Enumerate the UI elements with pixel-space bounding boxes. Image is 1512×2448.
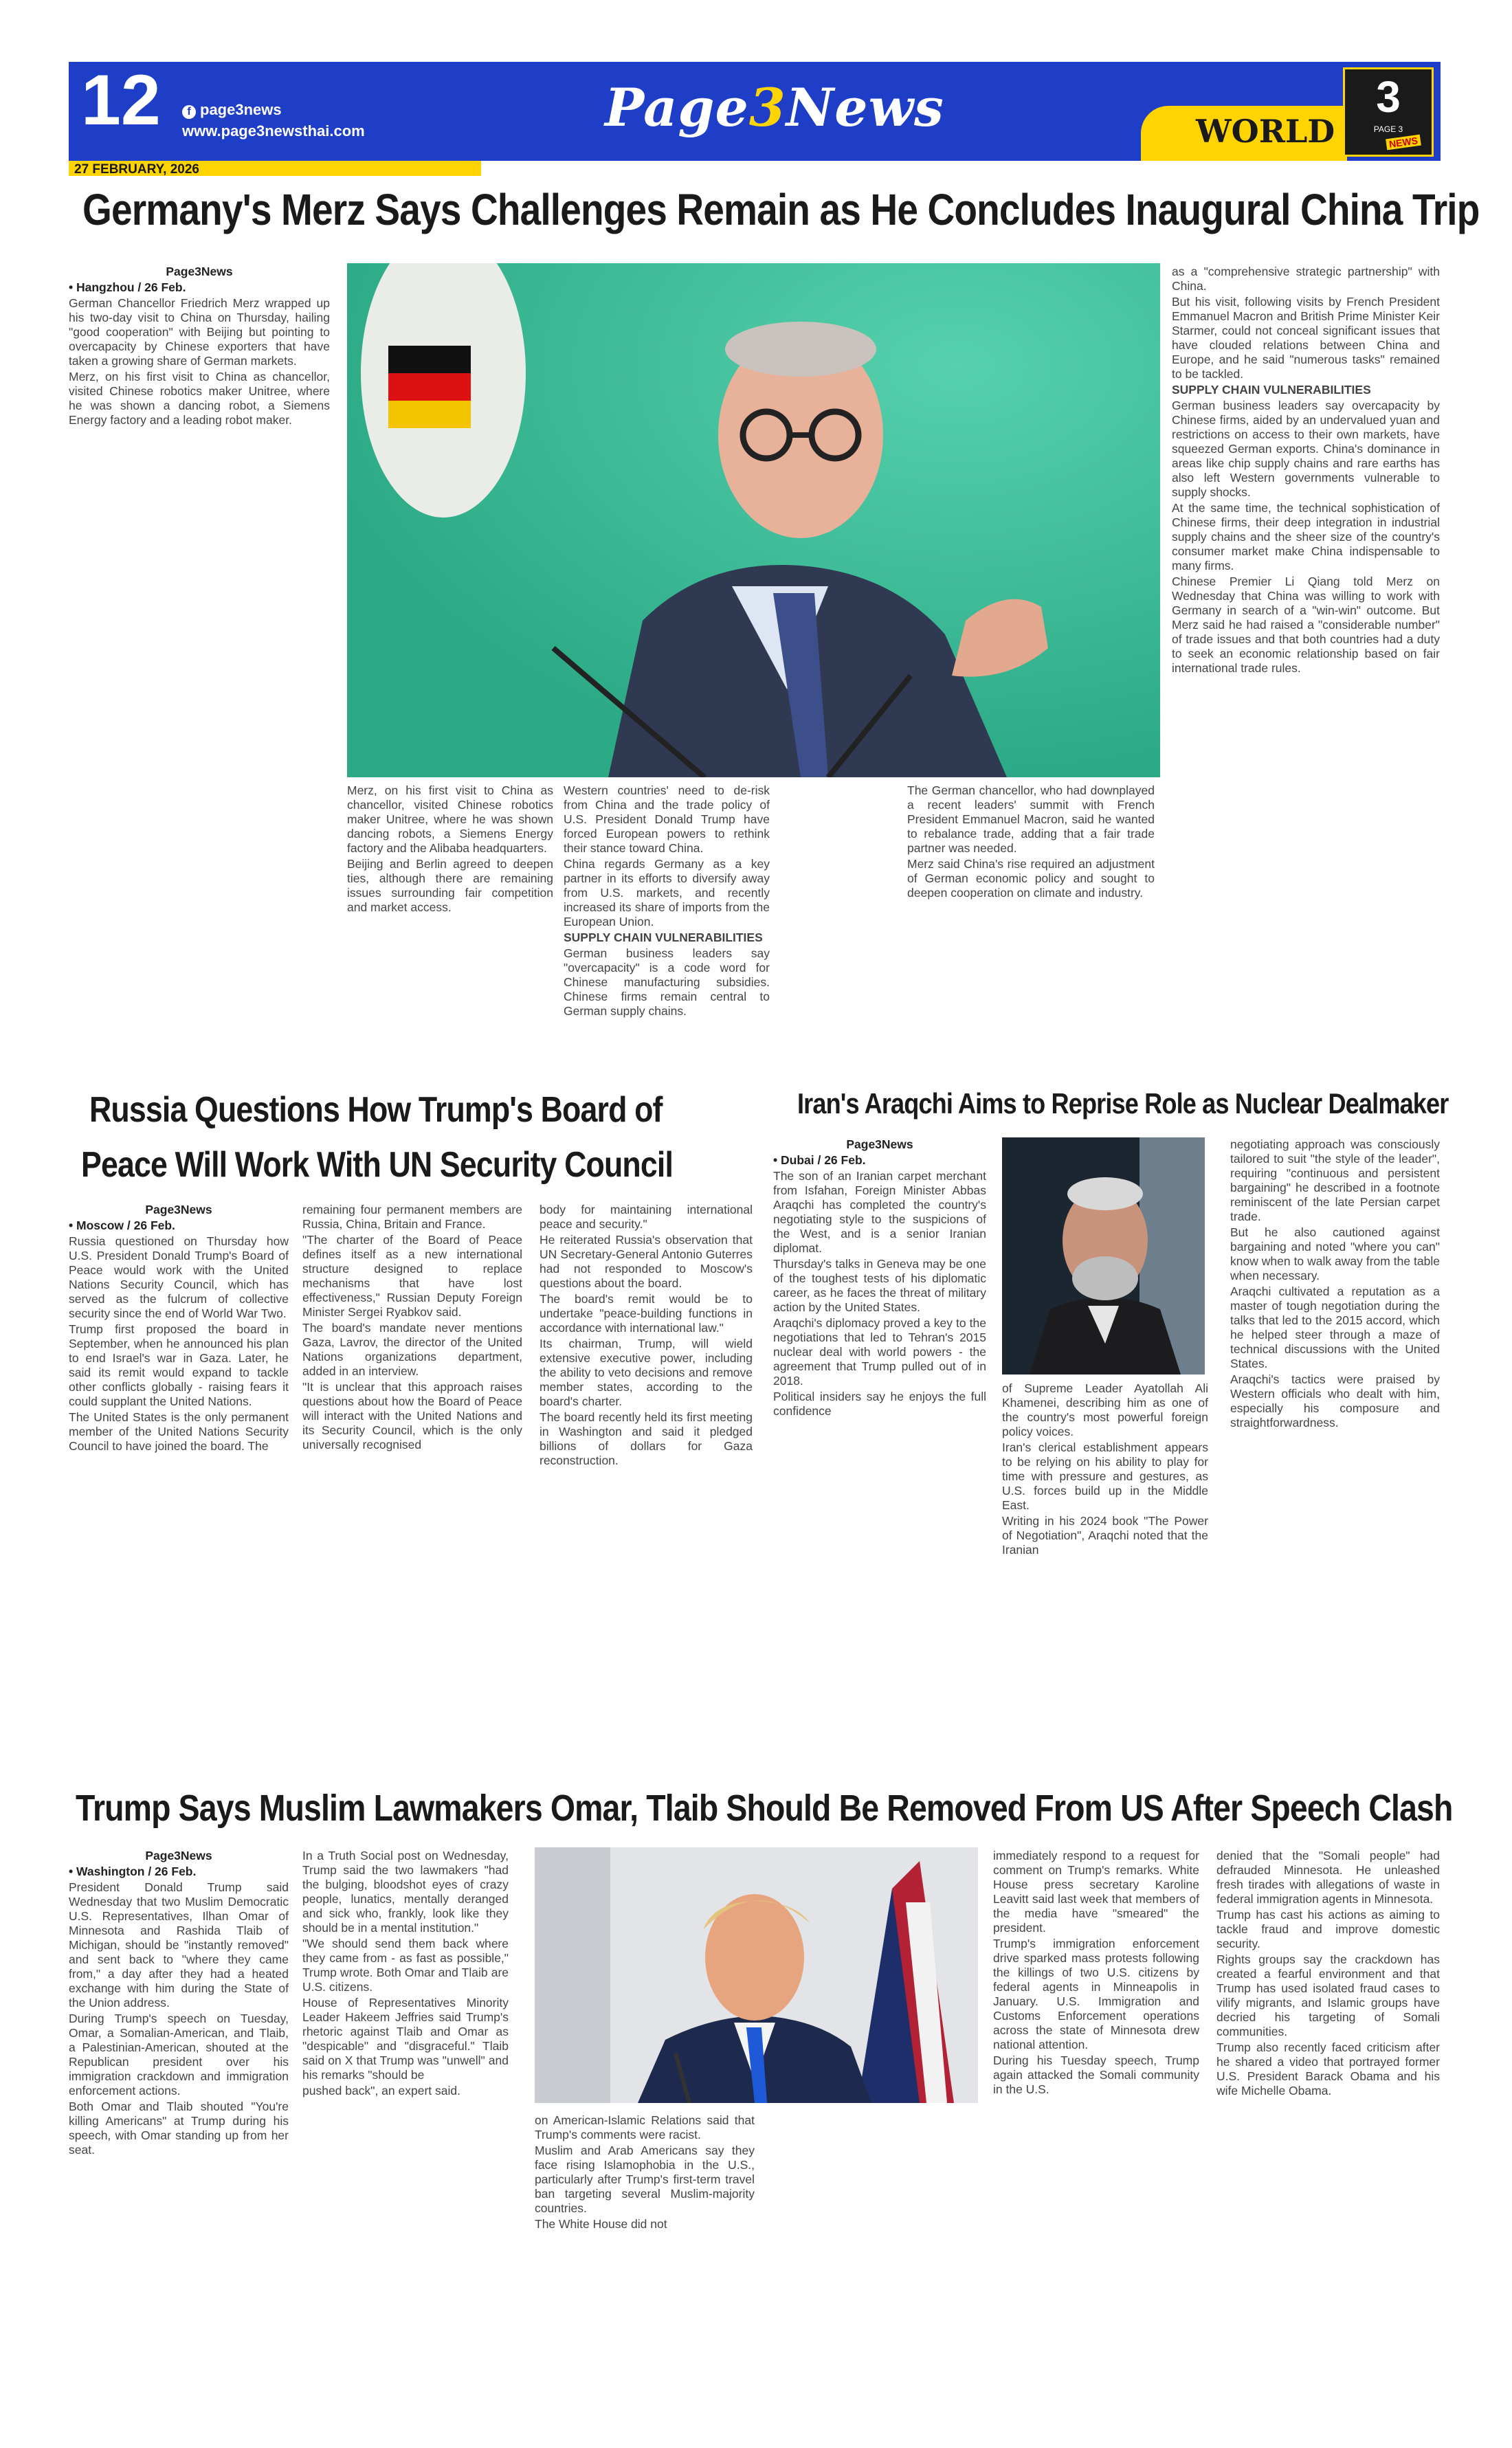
badge-sub: PAGE 3 bbox=[1373, 124, 1403, 134]
trump-photo bbox=[535, 1847, 978, 2103]
paragraph: The board's mandate never mentions Gaza, Lavrov, the director of the United Nations organizations department, added in an interview. bbox=[302, 1321, 522, 1378]
paragraph: negotiating approach was consciously tailored to suit "the style of the leader", requiring "continuous and persistent bargaining" he described in a footnote reminiscent of the late Persian carpet trade. bbox=[1230, 1137, 1440, 1223]
paragraph: The German chancellor, who had downplayed a recent leaders' summit with French President Emmanuel Macron, said he wanted to rebalance trade, adding that a fair trade partner was needed. bbox=[907, 783, 1155, 855]
paragraph: German business leaders say overcapacity by Chinese firms, aided by an undervalued yuan and restrictions on access to their own markets, have squeezed German exports. China's dominance in areas like chip supply chains and rare earths has also left Western governments vulnerable to supply shocks. bbox=[1172, 399, 1440, 499]
article4-col5 bbox=[1216, 1849, 1440, 2371]
subhead: SUPPLY CHAIN VULNERABILITIES bbox=[564, 931, 763, 944]
badge-news: NEWS bbox=[1386, 135, 1421, 151]
article2-headline-line2: Peace Will Work With UN Security Council bbox=[81, 1145, 674, 1185]
article1-byline: Page3News bbox=[166, 265, 233, 278]
paragraph: Trump also recently faced criticism after he shared a video that portrayed former U.S. President Barack Obama and his wife Michelle Obama. bbox=[1216, 2040, 1440, 2098]
paragraph: immediately respond to a request for comment on Trump's remarks. White House press secretary Karoline Leavitt said last week that members of the media have "smeared" the president. bbox=[993, 1849, 1199, 1935]
paragraph: President Donald Trump said Wednesday that two Muslim Democratic U.S. Representatives, Ilhan Omar of Minnesota and Rashida Tlaib of Michigan, should be "instantly removed" and sent back to "where they came from," a day after they had a heated exchange with him during the State of the Union address. bbox=[69, 1880, 289, 2010]
article4-col2 bbox=[302, 1849, 509, 2371]
article1-col5 bbox=[1172, 265, 1440, 1082]
paragraph: House of Representatives Minority Leader Hakeem Jeffries said Trump's rhetoric against Tlaib and Omar as "despicable" and "disgraceful." Tlaib said on X that Trump was "unwell" and his remarks "should be bbox=[302, 1996, 509, 2082]
article3-headline: Iran's Araqchi Aims to Reprise Role as Nuclear Dealmaker bbox=[797, 1087, 1449, 1120]
paragraph: Muslim and Arab Americans say they face rising Islamophobia in the U.S., particularly after Trump's first-term travel ban targeting several Muslim-majority countries. bbox=[535, 2144, 755, 2215]
paragraph: German Chancellor Friedrich Merz wrapped up his two-day visit to China on Thursday, hailing "good cooperation" with Beijing but pointing to overcapacity by Chinese exporters that have taken a growing share of German markets. bbox=[69, 296, 330, 368]
paragraph: on American-Islamic Relations said that Trump's comments were racist. bbox=[535, 2113, 755, 2141]
article2-dateline: • Moscow / 26 Feb. bbox=[69, 1219, 175, 1232]
paragraph: of Supreme Leader Ayatollah Ali Khamenei, describing him as one of the country's most powerful foreign policy voices. bbox=[1002, 1381, 1208, 1438]
paragraph: Trump's immigration enforcement drive sparked mass protests following the killings of two U.S. citizens by federal agents in Minneapolis in January. U.S. Immigration and Customs Enforcement operations across the state of Minnesota drew national attention. bbox=[993, 1937, 1199, 2051]
paragraph: The United States is the only permanent member of the United Nations Security Council to have joined the board. The bbox=[69, 1410, 289, 1453]
paragraph: Political insiders say he enjoys the full confidence bbox=[773, 1390, 986, 1418]
article3-dateline: • Dubai / 26 Feb. bbox=[773, 1153, 866, 1167]
paragraph: At the same time, the technical sophistication of Chinese firms, their deep integration in industrial supply chains and the sheer size of the country's consumer market make China indispensable to many firms. bbox=[1172, 501, 1440, 572]
subhead: SUPPLY CHAIN VULNERABILITIES bbox=[1172, 383, 1371, 397]
merz-photo-svg bbox=[347, 263, 1160, 777]
paragraph: China regards Germany as a key partner in its efforts to diversify away from U.S. markets, and recently increased its share of imports from the European Union. bbox=[564, 857, 770, 928]
facebook-handle[interactable]: page3news bbox=[200, 101, 282, 118]
badge-number: 3 bbox=[1376, 72, 1401, 122]
paragraph: "The charter of the Board of Peace defines itself as a new international structure designed to replace mechanisms that have lost effectiveness," Russian Deputy Foreign Minister Sergei Ryabkov said. bbox=[302, 1233, 522, 1319]
paragraph: Trump has cast his actions as aiming to tackle fraud and improve domestic security. bbox=[1216, 1908, 1440, 1950]
paragraph: Beijing and Berlin agreed to deepen ties, although there are remaining issues surrounding fair competition and market access. bbox=[347, 857, 553, 914]
article4-dateline: • Washington / 26 Feb. bbox=[69, 1865, 197, 1878]
trump-photo-svg bbox=[535, 1847, 978, 2103]
paragraph: The board's remit would be to undertake "peace-building functions in accordance with international law." bbox=[540, 1292, 753, 1335]
article2-col3 bbox=[540, 1203, 753, 1801]
paragraph: "We should send them back where they came from - as fast as possible," Trump wrote. Both Omar and Tlaib are U.S. citizens. bbox=[302, 1937, 509, 1994]
article1-col3 bbox=[564, 783, 770, 1079]
article2-col1 bbox=[69, 1203, 289, 1801]
social-info bbox=[182, 100, 365, 142]
paragraph: But his visit, following visits by French President Emmanuel Macron and British Prime Minister Keir Starmer, could not conceal significant issues that have clouded relations between China and Europe, and he said "numerous tasks" remained to be tackled. bbox=[1172, 295, 1440, 381]
facebook-icon: f bbox=[182, 105, 196, 119]
article4-headline: Trump Says Muslim Lawmakers Omar, Tlaib Should Be Removed From US After Speech Clash bbox=[76, 1788, 1453, 1829]
paragraph: "It is unclear that this approach raises questions about how the Board of Peace will interact with the United Nations and its Security Council, which is the only universally recognised bbox=[302, 1380, 522, 1451]
paragraph: In a Truth Social post on Wednesday, Trump said the two lawmakers "had the bulging, bloodshot eyes of crazy people, lunatics, mentally deranged and sick who, frankly, look like they should be in a mental institution." bbox=[302, 1849, 509, 1935]
paragraph: remaining four permanent members are Russia, China, Britain and France. bbox=[302, 1203, 522, 1231]
article1-headline: Germany's Merz Says Challenges Remain as He Concludes Inaugural China Trip bbox=[82, 185, 1480, 234]
paragraph: Araqchi cultivated a reputation as a master of tough negotiation during the talks that led to the 2015 accord, which he helped steer through a maze of technical discussions with the United States. bbox=[1230, 1284, 1440, 1370]
paragraph: But he also cautioned against bargaining and noted "where you can" know when to walk away from the table when necessary. bbox=[1230, 1225, 1440, 1282]
araqchi-photo bbox=[1002, 1137, 1205, 1375]
paragraph: Merz, on his first visit to China as chancellor, visited Chinese robotics maker Unitree, where he was shown a dancing robot, a Siemens Energy factory and a leading robot maker. bbox=[69, 370, 330, 427]
page-number: 12 bbox=[81, 60, 161, 140]
article2-headline-line1: Russia Questions How Trump's Board of bbox=[89, 1090, 663, 1130]
brand-logo: Page3News bbox=[605, 77, 944, 138]
article3-byline: Page3News bbox=[846, 1137, 913, 1151]
article1-col1 bbox=[69, 265, 330, 1082]
paragraph: Russia questioned on Thursday how U.S. President Donald Trump's Board of Peace would work with the United Nations Security Council, which has served as the fulcrum of collective security since the end of World War Two. bbox=[69, 1234, 289, 1320]
paragraph: Writing in his 2024 book "The Power of Negotiation", Araqchi noted that the Iranian bbox=[1002, 1514, 1208, 1557]
paragraph: Its chairman, Trump, will wield extensive executive power, including the ability to veto decisions and remove member states, according to the board's charter. bbox=[540, 1337, 753, 1408]
paragraph: Chinese Premier Li Qiang told Merz on Wednesday that China was willing to work with Germany in search of a "win-win" outcome. But Merz said he had raised a "considerable number" of trade issues and that both countries had a duty to seek an economic relationship based on fair international trade rules. bbox=[1172, 575, 1440, 675]
paragraph: Merz, on his first visit to China as chancellor, visited Chinese robotics maker Unitree, where he was shown dancing robots, a Siemens Energy factory and the Alibaba headquarters. bbox=[347, 783, 553, 855]
article4-col4-lower bbox=[770, 2113, 976, 2371]
article2-col2 bbox=[302, 1203, 522, 1801]
paragraph: Iran's clerical establishment appears to be relying on his ability to play for time with pressure and gestures, as U.S. forces build up in the Middle East. bbox=[1002, 1440, 1208, 1512]
paragraph: Trump first proposed the board in September, when he announced his plan to end Israel's war in Gaza. Later, he said its remit would expand to tackle other conflicts globally - raising fears it could supplant the United Nations. bbox=[69, 1322, 289, 1408]
paragraph: pushed back", an expert said. bbox=[302, 2084, 460, 2098]
article1-dateline: • Hangzhou / 26 Feb. bbox=[69, 280, 186, 294]
paragraph: as a "comprehensive strategic partnership" with China. bbox=[1172, 265, 1440, 293]
paragraph: The son of an Iranian carpet merchant from Isfahan, Foreign Minister Abbas Araqchi has completed the country's negotiating style to the suspicions of the West, and is a senior Iranian diplomat. bbox=[773, 1169, 986, 1255]
article2-byline: Page3News bbox=[145, 1203, 212, 1216]
paragraph: Thursday's talks in Geneva may be one of the toughest tests of his diplomatic career, as he faces the threat of military action by the United States. bbox=[773, 1257, 986, 1314]
issue-date: 27 FEBRUARY, 2026 bbox=[74, 162, 199, 177]
article4-col1 bbox=[69, 1849, 289, 2371]
paragraph: Merz said China's rise required an adjustment of German economic policy and sought to deepen cooperation on climate and industry. bbox=[907, 857, 1155, 900]
paragraph: Araqchi's tactics were praised by Western officials who dealt with him, especially his composure and straightforwardness. bbox=[1230, 1372, 1440, 1429]
article1-col4 bbox=[907, 783, 1155, 1079]
araqchi-photo-svg bbox=[1002, 1137, 1205, 1375]
paragraph: During Trump's speech on Tuesday, Omar, a Somalian-American, and Tlaib, a Palestinian-American, shouted at the Republican president over his immigration crackdown and immigration enforcement actions. bbox=[69, 2012, 289, 2098]
article3-col3 bbox=[1230, 1137, 1440, 1797]
masthead-bar bbox=[69, 62, 1441, 161]
paragraph: Western countries' need to de-risk from China and the trade policy of U.S. President Donald Trump have forced European powers to rethink their stance toward China. bbox=[564, 783, 770, 855]
website-link[interactable]: www.page3newsthai.com bbox=[182, 122, 365, 140]
section-label: WORLD bbox=[1196, 113, 1335, 150]
paragraph: During his Tuesday speech, Trump again attacked the Somali community in the U.S. bbox=[993, 2054, 1199, 2096]
article4-col3 bbox=[535, 2113, 755, 2371]
paragraph: Both Omar and Tlaib shouted "You're killing Americans" at Trump during his speech, with Omar standing up from her seat. bbox=[69, 2100, 289, 2157]
paragraph: body for maintaining international peace and security." bbox=[540, 1203, 753, 1231]
article3-col1 bbox=[773, 1137, 986, 1797]
paragraph: German business leaders say "overcapacity" is a code word for Chinese manufacturing subsidies. Chinese firms remain central to German supply chains. bbox=[564, 946, 770, 1018]
paragraph: denied that the "Somali people" had defrauded Minnesota. He unleashed fresh tirades with allegations of waste in federal immigration agents in Minnesota. bbox=[1216, 1849, 1440, 1906]
paragraph: Araqchi's diplomacy proved a key to the negotiations that led to Tehran's 2015 nuclear deal with world powers - the agreement that Trump pulled out of in 2018. bbox=[773, 1316, 986, 1388]
paragraph: The White House did not bbox=[535, 2217, 667, 2231]
paragraph: He reiterated Russia's observation that UN Secretary-General Antonio Guterres had not responded to Moscow's questions about the board. bbox=[540, 1233, 753, 1290]
merz-photo bbox=[347, 263, 1160, 777]
article4-byline: Page3News bbox=[145, 1849, 212, 1862]
article3-col2 bbox=[1002, 1381, 1208, 1794]
page3-badge bbox=[1343, 67, 1434, 157]
paragraph: Rights groups say the crackdown has created a fearful environment and that Trump has used isolated fraud cases to vilify migrants, and Islamic groups have decried his targeting of Somali communities. bbox=[1216, 1952, 1440, 2038]
paragraph: The board recently held its first meeting in Washington and said it pledged billions of dollars for Gaza reconstruction. bbox=[540, 1410, 753, 1467]
article1-col2 bbox=[347, 783, 553, 1079]
article4-col4 bbox=[993, 1849, 1199, 2371]
